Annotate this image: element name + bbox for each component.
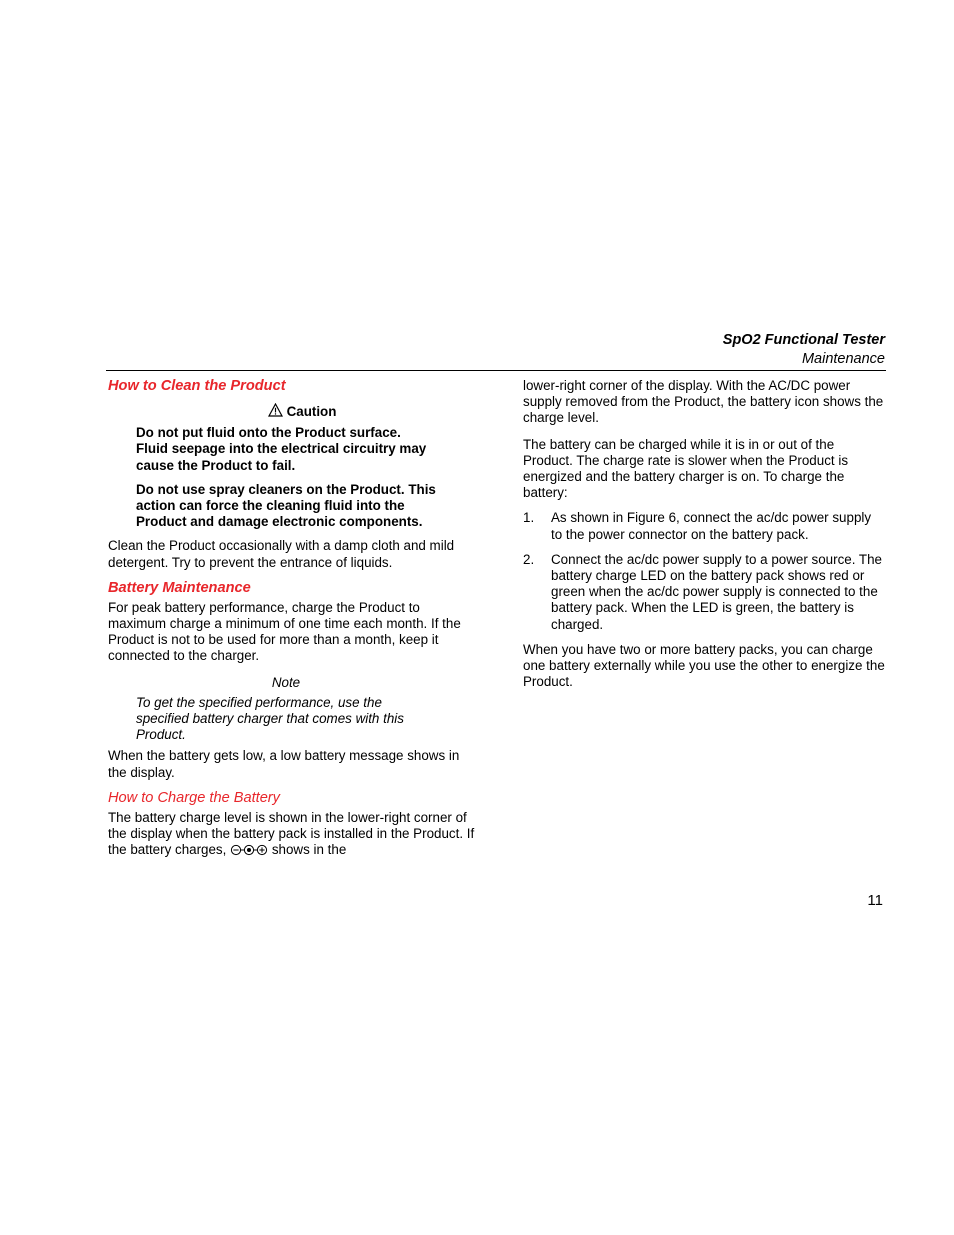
- clean-paragraph: Clean the Product occasionally with a damp cloth and mild detergent. Try to prevent the entrance of liquids.: [108, 538, 455, 570]
- caution-heading: [108, 403, 476, 421]
- caution-text-2: Do not use spray cleaners on the Product. This action can force the cleaning fluid into the Product and damage electronic components.: [136, 481, 436, 530]
- list-item-number: 2.: [523, 551, 535, 567]
- charge-level-paragraph: lower-right corner of the display. With the AC/DC power supply removed from the Product, the battery icon shows the charge level.: [523, 378, 884, 426]
- list-item-text: As shown in Figure 6, connect the ac/dc power supply to the power connector on the battery pack.: [551, 510, 872, 542]
- header-rule: [106, 370, 886, 371]
- list-item: [523, 552, 885, 633]
- list-item-number: 1.: [523, 510, 535, 526]
- charge-paragraph-tail: shows in the: [271, 842, 347, 858]
- list-item-text: Connect the ac/dc power supply to a power source. The battery charge LED on the battery pack shows red or green when the ac/dc power supply is connected to the battery pack. When the LED is green, the battery is charged.: [551, 551, 882, 632]
- running-header-title: SpO2 Functional Tester: [722, 332, 885, 348]
- multiple-packs-paragraph: When you have two or more battery packs, you can charge one battery externally while you use the other to energize the Product.: [523, 641, 885, 690]
- note-text: To get the specified performance, use the specified battery charger that comes with this Product.: [136, 694, 404, 743]
- left-column: [108, 377, 476, 860]
- page-number: 11: [867, 892, 883, 909]
- note-label: Note: [271, 674, 301, 690]
- clean-heading: How to Clean the Product: [108, 378, 286, 394]
- right-column: [523, 378, 885, 690]
- running-header-section: Maintenance: [801, 351, 885, 367]
- caution-text-1: Do not put fluid onto the Product surface. Fluid seepage into the electrical circuitry may cause the Product to fail.: [136, 425, 427, 473]
- battery-paragraph: For peak battery performance, charge the Product to maximum charge a minimum of one time each month. If the Product is not to be used for more than a month, keep it connected to the charger.: [108, 599, 461, 664]
- charge-paragraph: [108, 810, 476, 861]
- charge-paragraph-text: The battery charge level is shown in the lower-right corner of the display when the battery pack is installed in the Product. If the battery charges,: [108, 809, 475, 858]
- battery-heading: Battery Maintenance: [108, 579, 251, 596]
- caution-label: Caution: [286, 404, 337, 419]
- charging-intro-paragraph: The battery can be charged while it is in or out of the Product. The charge rate is slower when the Product is energized and the battery charger is on. To charge the battery:: [523, 436, 849, 501]
- low-battery-paragraph: When the battery gets low, a low battery message shows in the display.: [108, 748, 460, 780]
- charger-polarity-icon: [230, 844, 268, 860]
- warning-triangle-icon: [268, 403, 283, 421]
- list-item: [523, 510, 885, 542]
- charge-heading: How to Charge the Battery: [108, 789, 280, 806]
